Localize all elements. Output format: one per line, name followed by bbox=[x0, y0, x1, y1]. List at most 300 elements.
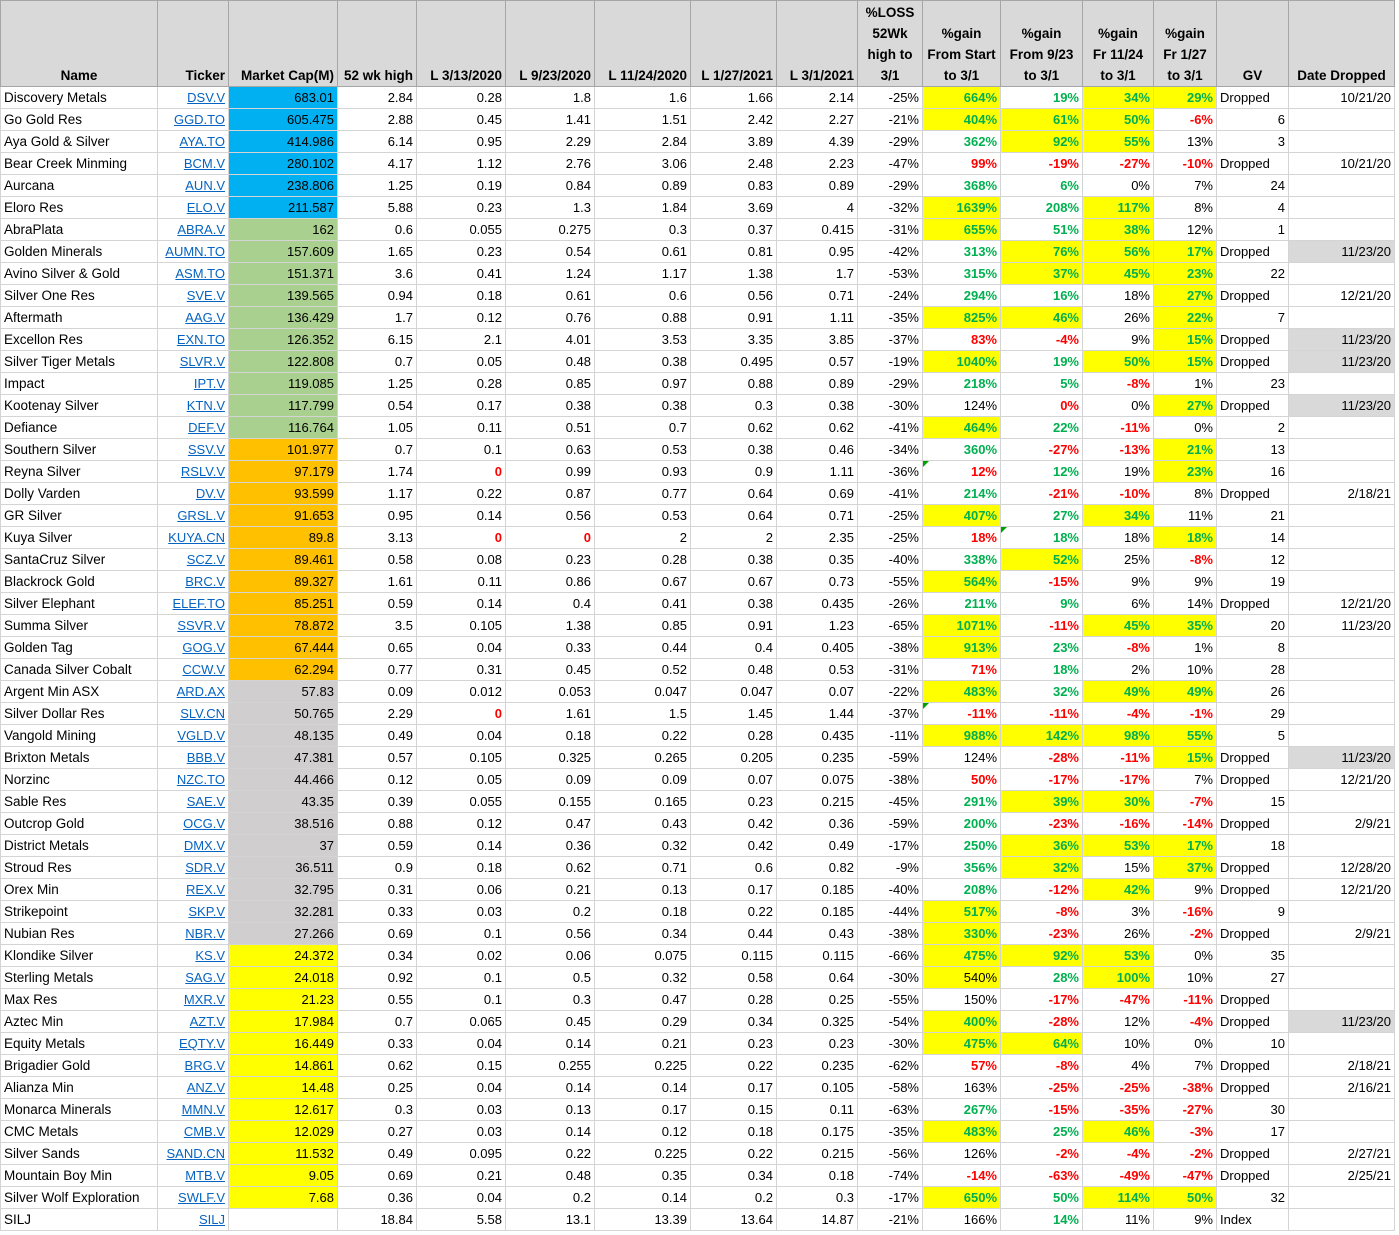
cell-g_1124[interactable]: -8% bbox=[1083, 637, 1154, 659]
cell-l0301[interactable]: 0.25 bbox=[777, 989, 858, 1011]
cell-name[interactable]: Silver One Res bbox=[1, 285, 158, 307]
cell-ticker[interactable] bbox=[158, 791, 229, 813]
cell-dropped[interactable] bbox=[1289, 725, 1395, 747]
cell-l0301[interactable]: 2.27 bbox=[777, 109, 858, 131]
cell-ticker[interactable] bbox=[158, 373, 229, 395]
cell-gv[interactable]: 5 bbox=[1217, 725, 1289, 747]
ticker-link[interactable]: VGLD.V bbox=[177, 728, 225, 743]
cell-cap[interactable]: 62.294 bbox=[229, 659, 338, 681]
cell-l0923[interactable]: 0.61 bbox=[506, 285, 595, 307]
cell-gv[interactable]: Dropped bbox=[1217, 241, 1289, 263]
cell-name[interactable]: Silver Dollar Res bbox=[1, 703, 158, 725]
cell-g_0923[interactable]: -28% bbox=[1001, 1011, 1083, 1033]
cell-l0923[interactable]: 0.053 bbox=[506, 681, 595, 703]
ticker-link[interactable]: NBR.V bbox=[185, 926, 225, 941]
ticker-link[interactable]: AZT.V bbox=[189, 1014, 225, 1029]
cell-g_0127[interactable]: 27% bbox=[1154, 395, 1217, 417]
cell-g_0127[interactable]: 22% bbox=[1154, 307, 1217, 329]
cell-l1124[interactable]: 0.43 bbox=[595, 813, 691, 835]
cell-l0301[interactable]: 0.435 bbox=[777, 725, 858, 747]
cell-g_0923[interactable]: 5% bbox=[1001, 373, 1083, 395]
cell-l0127[interactable]: 0.56 bbox=[691, 285, 777, 307]
cell-dropped[interactable] bbox=[1289, 1209, 1395, 1231]
cell-cap[interactable]: 9.05 bbox=[229, 1165, 338, 1187]
cell-loss[interactable]: -21% bbox=[858, 1209, 923, 1231]
cell-ticker[interactable] bbox=[158, 461, 229, 483]
cell-g_start[interactable]: 99% bbox=[923, 153, 1001, 175]
cell-loss[interactable]: -38% bbox=[858, 923, 923, 945]
cell-cap[interactable]: 157.609 bbox=[229, 241, 338, 263]
cell-l0127[interactable]: 0.15 bbox=[691, 1099, 777, 1121]
cell-g_1124[interactable]: 55% bbox=[1083, 131, 1154, 153]
ticker-link[interactable]: SKP.V bbox=[188, 904, 225, 919]
table-row[interactable] bbox=[1, 131, 1395, 153]
cell-g_start[interactable]: 356% bbox=[923, 857, 1001, 879]
cell-l0127[interactable]: 0.48 bbox=[691, 659, 777, 681]
cell-l0923[interactable]: 0.275 bbox=[506, 219, 595, 241]
table-row[interactable] bbox=[1, 219, 1395, 241]
table-row[interactable] bbox=[1, 351, 1395, 373]
ticker-link[interactable]: KS.V bbox=[195, 948, 225, 963]
cell-g_1124[interactable]: 9% bbox=[1083, 329, 1154, 351]
cell-l0923[interactable]: 0.56 bbox=[506, 923, 595, 945]
ticker-link[interactable]: GGD.TO bbox=[173, 112, 225, 127]
cell-g_1124[interactable]: -49% bbox=[1083, 1165, 1154, 1187]
cell-l0923[interactable]: 1.38 bbox=[506, 615, 595, 637]
cell-g_0923[interactable]: -19% bbox=[1001, 153, 1083, 175]
cell-g_1124[interactable]: 18% bbox=[1083, 285, 1154, 307]
table-row[interactable] bbox=[1, 637, 1395, 659]
cell-l0923[interactable]: 0.84 bbox=[506, 175, 595, 197]
cell-dropped[interactable]: 12/21/20 bbox=[1289, 593, 1395, 615]
cell-g_start[interactable]: 475% bbox=[923, 945, 1001, 967]
cell-l0313[interactable]: 0.105 bbox=[417, 747, 506, 769]
cell-g_start[interactable]: 1040% bbox=[923, 351, 1001, 373]
cell-g_0127[interactable]: 23% bbox=[1154, 263, 1217, 285]
table-row[interactable] bbox=[1, 1077, 1395, 1099]
cell-g_0923[interactable]: 6% bbox=[1001, 175, 1083, 197]
cell-loss[interactable]: -38% bbox=[858, 637, 923, 659]
cell-w52[interactable]: 0.09 bbox=[338, 681, 417, 703]
cell-l0127[interactable]: 0.38 bbox=[691, 593, 777, 615]
cell-loss[interactable]: -11% bbox=[858, 725, 923, 747]
cell-l0923[interactable]: 0.5 bbox=[506, 967, 595, 989]
cell-name[interactable]: Avino Silver & Gold bbox=[1, 263, 158, 285]
cell-l0301[interactable]: 2.35 bbox=[777, 527, 858, 549]
cell-gv[interactable]: 1 bbox=[1217, 219, 1289, 241]
cell-ticker[interactable] bbox=[158, 1209, 229, 1231]
cell-g_0923[interactable]: 23% bbox=[1001, 637, 1083, 659]
cell-w52[interactable]: 0.88 bbox=[338, 813, 417, 835]
cell-ticker[interactable] bbox=[158, 87, 229, 109]
cell-dropped[interactable] bbox=[1289, 637, 1395, 659]
cell-l0923[interactable]: 0.325 bbox=[506, 747, 595, 769]
cell-g_0923[interactable]: 52% bbox=[1001, 549, 1083, 571]
cell-l0127[interactable]: 0.91 bbox=[691, 307, 777, 329]
table-row[interactable] bbox=[1, 1187, 1395, 1209]
cell-l0923[interactable]: 0.63 bbox=[506, 439, 595, 461]
cell-name[interactable]: Southern Silver bbox=[1, 439, 158, 461]
cell-gv[interactable]: 19 bbox=[1217, 571, 1289, 593]
table-row[interactable] bbox=[1, 439, 1395, 461]
cell-name[interactable]: Discovery Metals bbox=[1, 87, 158, 109]
cell-cap[interactable]: 16.449 bbox=[229, 1033, 338, 1055]
cell-l0313[interactable]: 2.1 bbox=[417, 329, 506, 351]
column-header-gain-1-27[interactable]: %gain Fr 1/27 to 3/1 bbox=[1154, 1, 1217, 87]
cell-g_start[interactable]: 664% bbox=[923, 87, 1001, 109]
cell-dropped[interactable] bbox=[1289, 461, 1395, 483]
cell-w52[interactable]: 1.25 bbox=[338, 373, 417, 395]
cell-loss[interactable]: -56% bbox=[858, 1143, 923, 1165]
table-row[interactable] bbox=[1, 329, 1395, 351]
cell-g_0127[interactable]: 10% bbox=[1154, 967, 1217, 989]
cell-l0301[interactable]: 0.215 bbox=[777, 1143, 858, 1165]
cell-w52[interactable]: 1.61 bbox=[338, 571, 417, 593]
cell-l0923[interactable]: 4.01 bbox=[506, 329, 595, 351]
cell-g_1124[interactable]: 3% bbox=[1083, 901, 1154, 923]
cell-l0127[interactable]: 0.115 bbox=[691, 945, 777, 967]
cell-loss[interactable]: -40% bbox=[858, 879, 923, 901]
cell-l1124[interactable]: 0.14 bbox=[595, 1187, 691, 1209]
cell-l0923[interactable]: 0.2 bbox=[506, 901, 595, 923]
cell-gv[interactable]: 4 bbox=[1217, 197, 1289, 219]
cell-l0923[interactable]: 0.14 bbox=[506, 1077, 595, 1099]
cell-name[interactable]: Aztec Min bbox=[1, 1011, 158, 1033]
cell-l1124[interactable]: 0.52 bbox=[595, 659, 691, 681]
cell-gv[interactable]: Dropped bbox=[1217, 483, 1289, 505]
cell-g_0127[interactable]: 55% bbox=[1154, 725, 1217, 747]
cell-l1124[interactable]: 0.18 bbox=[595, 901, 691, 923]
cell-l0127[interactable]: 3.69 bbox=[691, 197, 777, 219]
cell-name[interactable]: Kootenay Silver bbox=[1, 395, 158, 417]
cell-l0127[interactable]: 0.18 bbox=[691, 1121, 777, 1143]
cell-g_0127[interactable]: -2% bbox=[1154, 1143, 1217, 1165]
cell-g_1124[interactable]: 49% bbox=[1083, 681, 1154, 703]
cell-dropped[interactable] bbox=[1289, 1187, 1395, 1209]
cell-g_1124[interactable]: -47% bbox=[1083, 989, 1154, 1011]
cell-w52[interactable]: 1.25 bbox=[338, 175, 417, 197]
ticker-link[interactable]: BRC.V bbox=[185, 574, 225, 589]
cell-l0313[interactable]: 0.95 bbox=[417, 131, 506, 153]
cell-l1124[interactable]: 0.32 bbox=[595, 967, 691, 989]
cell-cap[interactable]: 211.587 bbox=[229, 197, 338, 219]
cell-l0313[interactable]: 0.21 bbox=[417, 1165, 506, 1187]
cell-dropped[interactable]: 12/21/20 bbox=[1289, 769, 1395, 791]
table-row[interactable] bbox=[1, 1099, 1395, 1121]
cell-loss[interactable]: -26% bbox=[858, 593, 923, 615]
cell-cap[interactable]: 12.029 bbox=[229, 1121, 338, 1143]
ticker-link[interactable]: NZC.TO bbox=[176, 772, 225, 787]
cell-g_1124[interactable]: 100% bbox=[1083, 967, 1154, 989]
cell-dropped[interactable]: 2/25/21 bbox=[1289, 1165, 1395, 1187]
cell-g_start[interactable]: 338% bbox=[923, 549, 1001, 571]
cell-name[interactable]: Orex Min bbox=[1, 879, 158, 901]
cell-g_1124[interactable]: 15% bbox=[1083, 857, 1154, 879]
cell-l0923[interactable]: 0.48 bbox=[506, 351, 595, 373]
cell-ticker[interactable] bbox=[158, 241, 229, 263]
cell-ticker[interactable] bbox=[158, 659, 229, 681]
cell-l0127[interactable]: 0.62 bbox=[691, 417, 777, 439]
cell-w52[interactable]: 0.59 bbox=[338, 835, 417, 857]
cell-loss[interactable]: -55% bbox=[858, 989, 923, 1011]
cell-g_start[interactable]: 71% bbox=[923, 659, 1001, 681]
cell-w52[interactable]: 1.05 bbox=[338, 417, 417, 439]
cell-ticker[interactable] bbox=[158, 1055, 229, 1077]
cell-cap[interactable]: 280.102 bbox=[229, 153, 338, 175]
cell-l0923[interactable]: 0 bbox=[506, 527, 595, 549]
cell-g_0923[interactable]: -11% bbox=[1001, 703, 1083, 725]
cell-g_0923[interactable]: 76% bbox=[1001, 241, 1083, 263]
cell-g_start[interactable]: -11% bbox=[923, 703, 1001, 725]
ticker-link[interactable]: MXR.V bbox=[183, 992, 225, 1007]
cell-g_0923[interactable]: -12% bbox=[1001, 879, 1083, 901]
cell-l0313[interactable]: 5.58 bbox=[417, 1209, 506, 1231]
cell-loss[interactable]: -36% bbox=[858, 461, 923, 483]
cell-g_1124[interactable]: 0% bbox=[1083, 395, 1154, 417]
cell-g_1124[interactable]: 98% bbox=[1083, 725, 1154, 747]
cell-ticker[interactable] bbox=[158, 1187, 229, 1209]
ticker-link[interactable]: SSV.V bbox=[187, 442, 225, 457]
cell-w52[interactable]: 1.65 bbox=[338, 241, 417, 263]
cell-cap[interactable]: 21.23 bbox=[229, 989, 338, 1011]
table-row[interactable] bbox=[1, 263, 1395, 285]
cell-l0301[interactable]: 0.18 bbox=[777, 1165, 858, 1187]
cell-g_0923[interactable]: 32% bbox=[1001, 857, 1083, 879]
cell-g_0923[interactable]: 18% bbox=[1001, 659, 1083, 681]
cell-l0127[interactable]: 0.07 bbox=[691, 769, 777, 791]
cell-l0313[interactable]: 0.04 bbox=[417, 1077, 506, 1099]
cell-g_0127[interactable]: 12% bbox=[1154, 219, 1217, 241]
column-header-name[interactable]: Name bbox=[1, 1, 158, 87]
cell-loss[interactable]: -41% bbox=[858, 417, 923, 439]
cell-w52[interactable]: 0.49 bbox=[338, 725, 417, 747]
cell-g_0127[interactable]: 27% bbox=[1154, 285, 1217, 307]
cell-g_0127[interactable]: 8% bbox=[1154, 197, 1217, 219]
cell-loss[interactable]: -30% bbox=[858, 395, 923, 417]
cell-gv[interactable]: 2 bbox=[1217, 417, 1289, 439]
cell-l0313[interactable]: 0.28 bbox=[417, 373, 506, 395]
cell-l1124[interactable]: 0.53 bbox=[595, 439, 691, 461]
cell-g_0127[interactable]: 17% bbox=[1154, 241, 1217, 263]
cell-l1124[interactable]: 1.5 bbox=[595, 703, 691, 725]
cell-g_start[interactable]: 211% bbox=[923, 593, 1001, 615]
cell-g_0127[interactable]: -38% bbox=[1154, 1077, 1217, 1099]
cell-g_1124[interactable]: 11% bbox=[1083, 1209, 1154, 1231]
cell-l0127[interactable]: 3.35 bbox=[691, 329, 777, 351]
ticker-link[interactable]: AYA.TO bbox=[179, 134, 225, 149]
cell-l0923[interactable]: 0.51 bbox=[506, 417, 595, 439]
cell-w52[interactable]: 5.88 bbox=[338, 197, 417, 219]
cell-dropped[interactable]: 2/18/21 bbox=[1289, 483, 1395, 505]
cell-g_1124[interactable]: 38% bbox=[1083, 219, 1154, 241]
cell-l1124[interactable]: 0.34 bbox=[595, 923, 691, 945]
table-row[interactable] bbox=[1, 461, 1395, 483]
cell-l0923[interactable]: 0.14 bbox=[506, 1033, 595, 1055]
cell-l0923[interactable]: 0.33 bbox=[506, 637, 595, 659]
cell-g_0127[interactable]: 7% bbox=[1154, 175, 1217, 197]
cell-dropped[interactable] bbox=[1289, 175, 1395, 197]
column-header-loss-52wk[interactable]: %LOSS 52Wk high to 3/1 bbox=[858, 1, 923, 87]
cell-dropped[interactable] bbox=[1289, 219, 1395, 241]
cell-g_start[interactable]: 368% bbox=[923, 175, 1001, 197]
ticker-link[interactable]: BCM.V bbox=[183, 156, 225, 171]
cell-ticker[interactable] bbox=[158, 989, 229, 1011]
table-row[interactable] bbox=[1, 945, 1395, 967]
ticker-link[interactable]: SCZ.V bbox=[186, 552, 225, 567]
cell-name[interactable]: Equity Metals bbox=[1, 1033, 158, 1055]
ticker-link[interactable]: AAG.V bbox=[185, 310, 225, 325]
cell-ticker[interactable] bbox=[158, 131, 229, 153]
cell-name[interactable]: Outcrop Gold bbox=[1, 813, 158, 835]
cell-w52[interactable]: 0.94 bbox=[338, 285, 417, 307]
cell-g_0923[interactable]: -11% bbox=[1001, 615, 1083, 637]
cell-l0127[interactable]: 0.88 bbox=[691, 373, 777, 395]
cell-l1124[interactable]: 1.51 bbox=[595, 109, 691, 131]
cell-l1124[interactable]: 0.41 bbox=[595, 593, 691, 615]
cell-l0301[interactable]: 0.415 bbox=[777, 219, 858, 241]
cell-g_0923[interactable]: 32% bbox=[1001, 681, 1083, 703]
cell-l0313[interactable]: 0.065 bbox=[417, 1011, 506, 1033]
cell-l0127[interactable]: 0.64 bbox=[691, 505, 777, 527]
cell-dropped[interactable] bbox=[1289, 109, 1395, 131]
column-header-market-cap[interactable]: Market Cap(M) bbox=[229, 1, 338, 87]
cell-name[interactable]: Vangold Mining bbox=[1, 725, 158, 747]
cell-gv[interactable]: 29 bbox=[1217, 703, 1289, 725]
cell-l0313[interactable]: 0.11 bbox=[417, 571, 506, 593]
cell-g_0923[interactable]: 36% bbox=[1001, 835, 1083, 857]
cell-cap[interactable]: 89.461 bbox=[229, 549, 338, 571]
cell-g_start[interactable]: 150% bbox=[923, 989, 1001, 1011]
cell-gv[interactable]: Dropped bbox=[1217, 395, 1289, 417]
cell-g_start[interactable]: 475% bbox=[923, 1033, 1001, 1055]
cell-l0313[interactable]: 0.1 bbox=[417, 439, 506, 461]
cell-gv[interactable]: 23 bbox=[1217, 373, 1289, 395]
cell-g_1124[interactable]: -16% bbox=[1083, 813, 1154, 835]
column-header-l-11-24-2020[interactable]: L 11/24/2020 bbox=[595, 1, 691, 87]
cell-w52[interactable]: 3.5 bbox=[338, 615, 417, 637]
cell-w52[interactable]: 0.69 bbox=[338, 923, 417, 945]
ticker-link[interactable]: IPT.V bbox=[193, 376, 225, 391]
cell-l0127[interactable]: 0.58 bbox=[691, 967, 777, 989]
cell-w52[interactable]: 0.25 bbox=[338, 1077, 417, 1099]
cell-cap[interactable]: 116.764 bbox=[229, 417, 338, 439]
cell-l0301[interactable]: 0.175 bbox=[777, 1121, 858, 1143]
cell-l0313[interactable]: 0.18 bbox=[417, 285, 506, 307]
cell-l1124[interactable]: 0.47 bbox=[595, 989, 691, 1011]
cell-w52[interactable]: 0.33 bbox=[338, 1033, 417, 1055]
column-header-gv[interactable]: GV bbox=[1217, 1, 1289, 87]
cell-l0301[interactable]: 2.23 bbox=[777, 153, 858, 175]
cell-name[interactable]: Go Gold Res bbox=[1, 109, 158, 131]
cell-ticker[interactable] bbox=[158, 593, 229, 615]
cell-l0923[interactable]: 1.8 bbox=[506, 87, 595, 109]
cell-l0923[interactable]: 0.76 bbox=[506, 307, 595, 329]
cell-gv[interactable]: 22 bbox=[1217, 263, 1289, 285]
cell-name[interactable]: Eloro Res bbox=[1, 197, 158, 219]
cell-l0301[interactable]: 0.73 bbox=[777, 571, 858, 593]
cell-g_0923[interactable]: -8% bbox=[1001, 901, 1083, 923]
cell-g_1124[interactable]: 53% bbox=[1083, 945, 1154, 967]
cell-cap[interactable]: 37 bbox=[229, 835, 338, 857]
cell-l0127[interactable]: 0.2 bbox=[691, 1187, 777, 1209]
cell-name[interactable]: Nubian Res bbox=[1, 923, 158, 945]
cell-g_start[interactable]: 564% bbox=[923, 571, 1001, 593]
cell-l0301[interactable]: 0.71 bbox=[777, 285, 858, 307]
cell-g_0923[interactable]: 0% bbox=[1001, 395, 1083, 417]
table-row[interactable] bbox=[1, 1055, 1395, 1077]
table-row[interactable] bbox=[1, 967, 1395, 989]
cell-g_1124[interactable]: -11% bbox=[1083, 417, 1154, 439]
table-row[interactable] bbox=[1, 197, 1395, 219]
cell-l0313[interactable]: 0.08 bbox=[417, 549, 506, 571]
cell-g_start[interactable]: 218% bbox=[923, 373, 1001, 395]
cell-ticker[interactable] bbox=[158, 351, 229, 373]
ticker-link[interactable]: SWLF.V bbox=[178, 1190, 225, 1205]
cell-dropped[interactable]: 12/21/20 bbox=[1289, 879, 1395, 901]
cell-l1124[interactable]: 0.77 bbox=[595, 483, 691, 505]
cell-l0301[interactable]: 3.85 bbox=[777, 329, 858, 351]
cell-g_1124[interactable]: 45% bbox=[1083, 263, 1154, 285]
cell-name[interactable]: Dolly Varden bbox=[1, 483, 158, 505]
cell-g_1124[interactable]: 56% bbox=[1083, 241, 1154, 263]
ticker-link[interactable]: SAG.V bbox=[185, 970, 225, 985]
cell-l0127[interactable]: 0.28 bbox=[691, 725, 777, 747]
cell-l0313[interactable]: 0.1 bbox=[417, 989, 506, 1011]
cell-gv[interactable]: Dropped bbox=[1217, 285, 1289, 307]
cell-g_1124[interactable]: 53% bbox=[1083, 835, 1154, 857]
cell-cap[interactable]: 101.977 bbox=[229, 439, 338, 461]
cell-l0923[interactable]: 0.38 bbox=[506, 395, 595, 417]
cell-gv[interactable]: Dropped bbox=[1217, 1055, 1289, 1077]
column-header-date-dropped[interactable]: Date Dropped bbox=[1289, 1, 1395, 87]
cell-loss[interactable]: -55% bbox=[858, 571, 923, 593]
cell-l1124[interactable]: 1.84 bbox=[595, 197, 691, 219]
cell-l1124[interactable]: 3.06 bbox=[595, 153, 691, 175]
table-row[interactable] bbox=[1, 285, 1395, 307]
table-row[interactable] bbox=[1, 241, 1395, 263]
cell-ticker[interactable] bbox=[158, 879, 229, 901]
cell-l0313[interactable]: 0.31 bbox=[417, 659, 506, 681]
ticker-link[interactable]: SLVR.V bbox=[179, 354, 225, 369]
cell-g_start[interactable]: 464% bbox=[923, 417, 1001, 439]
cell-ticker[interactable] bbox=[158, 109, 229, 131]
cell-g_0127[interactable]: 1% bbox=[1154, 373, 1217, 395]
cell-dropped[interactable]: 2/16/21 bbox=[1289, 1077, 1395, 1099]
cell-g_0127[interactable]: 21% bbox=[1154, 439, 1217, 461]
cell-w52[interactable]: 0.9 bbox=[338, 857, 417, 879]
table-row[interactable] bbox=[1, 615, 1395, 637]
cell-ticker[interactable] bbox=[158, 263, 229, 285]
cell-cap[interactable]: 683.01 bbox=[229, 87, 338, 109]
cell-g_0923[interactable]: 50% bbox=[1001, 1187, 1083, 1209]
cell-l0923[interactable]: 0.62 bbox=[506, 857, 595, 879]
cell-loss[interactable]: -17% bbox=[858, 1187, 923, 1209]
cell-g_0923[interactable]: 46% bbox=[1001, 307, 1083, 329]
cell-l0301[interactable]: 0.115 bbox=[777, 945, 858, 967]
cell-name[interactable]: Brixton Metals bbox=[1, 747, 158, 769]
column-header-52wk-high[interactable]: 52 wk high bbox=[338, 1, 417, 87]
cell-l0127[interactable]: 0.91 bbox=[691, 615, 777, 637]
cell-g_1124[interactable]: -25% bbox=[1083, 1077, 1154, 1099]
cell-l0923[interactable]: 0.36 bbox=[506, 835, 595, 857]
cell-g_0127[interactable]: 10% bbox=[1154, 659, 1217, 681]
table-row[interactable] bbox=[1, 879, 1395, 901]
cell-g_1124[interactable]: 26% bbox=[1083, 307, 1154, 329]
cell-g_1124[interactable]: 42% bbox=[1083, 879, 1154, 901]
cell-l0301[interactable]: 0.075 bbox=[777, 769, 858, 791]
cell-ticker[interactable] bbox=[158, 329, 229, 351]
cell-gv[interactable]: Index bbox=[1217, 1209, 1289, 1231]
